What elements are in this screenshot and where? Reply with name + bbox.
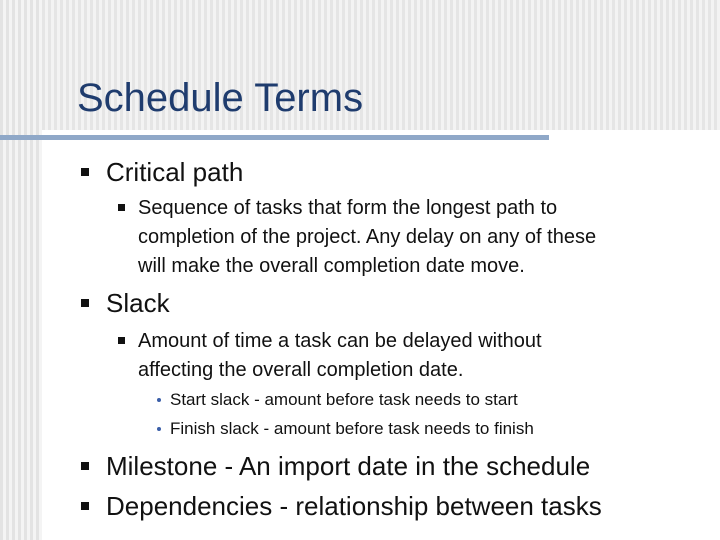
slack-definition-line-1: Amount of time a task can be delayed without bbox=[138, 330, 542, 352]
bullet-milestone: Milestone - An import date in the schedule bbox=[106, 451, 591, 481]
critical-path-definition-line-1: Sequence of tasks that form the longest path to bbox=[138, 197, 558, 219]
sub-bullet-finish-slack: Finish slack - amount before task needs to finish bbox=[170, 419, 534, 438]
left-stripe-decoration bbox=[0, 0, 42, 540]
square-bullet-icon bbox=[81, 462, 89, 470]
dot-bullet-icon bbox=[157, 427, 161, 431]
slide-title: Schedule Terms bbox=[77, 76, 364, 120]
square-bullet-icon bbox=[118, 337, 125, 344]
bullet-critical-path: Critical path bbox=[106, 157, 244, 187]
critical-path-definition-line-2: completion of the project. Any delay on any of these bbox=[138, 226, 597, 248]
square-bullet-icon bbox=[81, 299, 89, 307]
square-bullet-icon bbox=[81, 502, 89, 510]
square-bullet-icon bbox=[81, 168, 89, 176]
bullet-dependencies: Dependencies - relationship between tasks bbox=[106, 491, 602, 521]
critical-path-definition-line-3: will make the overall completion date move. bbox=[138, 255, 525, 277]
slack-definition-line-2: affecting the overall completion date. bbox=[138, 359, 464, 381]
bullet-slack: Slack bbox=[106, 288, 170, 318]
title-underline bbox=[0, 135, 549, 140]
dot-bullet-icon bbox=[157, 398, 161, 402]
sub-bullet-start-slack: Start slack - amount before task needs to start bbox=[170, 390, 518, 409]
square-bullet-icon bbox=[118, 204, 125, 211]
